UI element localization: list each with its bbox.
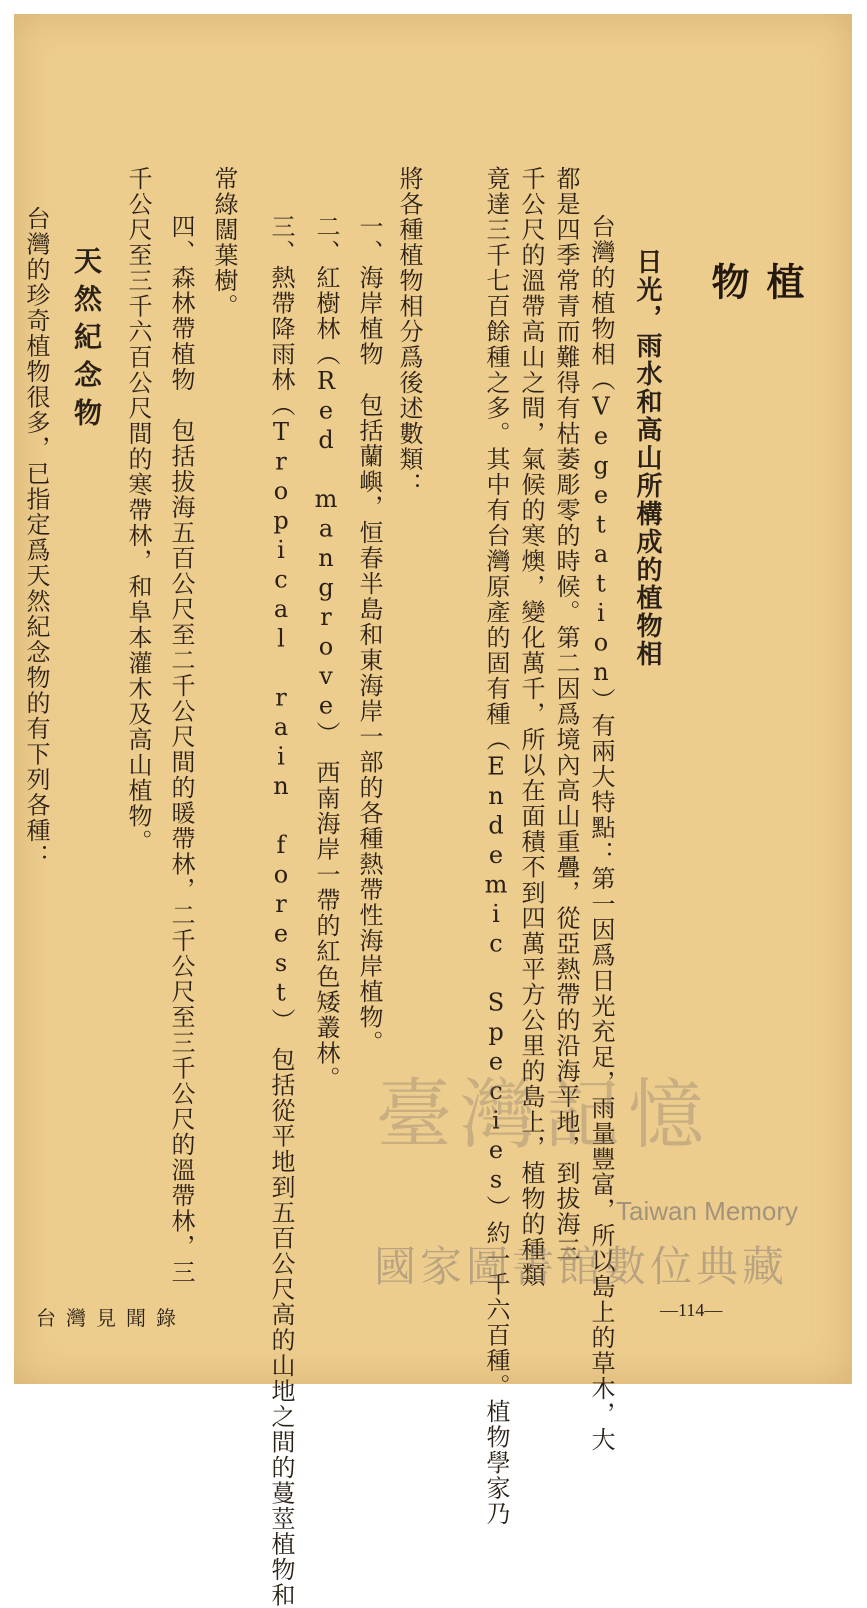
- paragraph-line: 將各種植物相分爲後述數類：: [395, 166, 423, 498]
- list-item-cont: 千公尺至三千六百公尺間的寒帶林，和阜本灌木及高山植物。: [124, 166, 152, 855]
- section-heading: 天然紀念物: [70, 246, 103, 436]
- title-char-2: 物: [705, 262, 750, 300]
- watermark-english: Taiwan Memory: [616, 1196, 799, 1226]
- list-item: 三、熱帶降雨林（Tropical rain forest） 包括從平地到五百公尺高的山地之間的蔓莖植物和: [267, 214, 295, 1608]
- page-number: —114—: [660, 1300, 723, 1320]
- list-item: 四、森林帶植物 包括拔海五百公尺至二千公尺間的暖帶林，二千公尺至三千公尺的溫帶林，三: [167, 214, 195, 1285]
- title-char-1: 植: [760, 262, 805, 300]
- paragraph-line: 台灣的植物相（Vegetation）有兩大特點：第一因爲日光充足，雨量豐富，所以島上的草木，大: [587, 214, 615, 1453]
- section-subtitle: 日光，雨水和高山所構成的植物相: [632, 248, 662, 668]
- list-item: 一、海岸植物 包括蘭嶼，恒春半島和東海岸一部的各種熱帶性海岸植物。: [355, 214, 383, 1056]
- list-item: 二、紅樹林（Red mangrove） 西南海岸一帶的紅色矮叢林。: [312, 214, 340, 1092]
- section-paragraph: 台灣的珍奇植物很多，已指定爲天然紀念物的有下列各種：: [22, 206, 50, 869]
- paragraph-line: 都是四季常青而難得有枯萎彫零的時候。第二因爲境內高山重疊，從亞熱帶的沿海平地，到拔海三: [552, 166, 580, 1263]
- list-item-cont: 常綠闊葉樹。: [210, 166, 238, 319]
- book-page: [14, 14, 852, 1608]
- watermark-calligraphy: 臺灣記憶: [376, 1070, 712, 1159]
- watermark-organization: 國家圖書館數位典藏: [374, 1242, 789, 1291]
- paragraph-line: 千公尺的溫帶高山之間，氣候的寒燠，變化萬千，所以在面積不到四萬平方公里的島上，植物的種類: [517, 166, 545, 1288]
- book-title-footer: 台灣見聞錄: [36, 1306, 186, 1330]
- paragraph-line: 竟達三千七百餘種之多。其中有台灣原產的固有種（Endemic Species）約一千六百種。植物學家乃: [482, 166, 510, 1527]
- page-title: [700, 262, 810, 332]
